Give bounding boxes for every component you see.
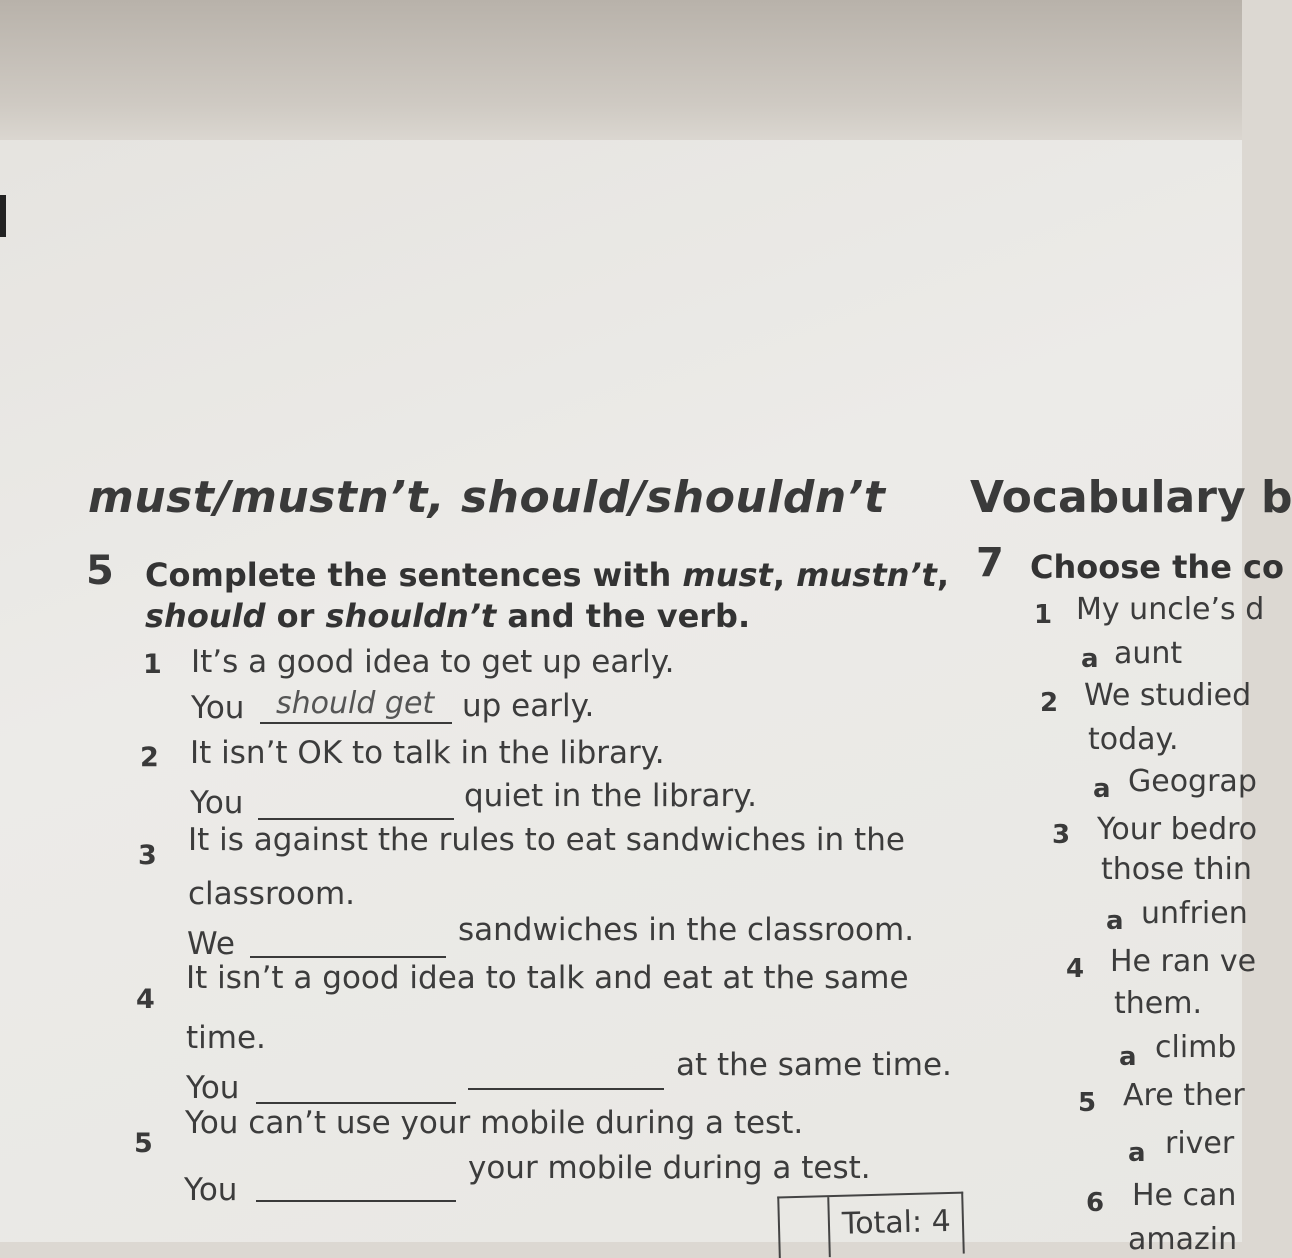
item-number: 6: [1086, 1188, 1105, 1218]
item-subject: You: [191, 690, 245, 726]
item-text-continued: those thin: [1101, 852, 1252, 887]
option-letter: a: [1081, 644, 1099, 674]
item-rest: quiet in the library.: [464, 778, 758, 814]
item-prompt: It’s a good idea to get up early.: [191, 644, 675, 680]
item-prompt-continued: time.: [186, 1020, 266, 1056]
item-rest: sandwiches in the classroom.: [458, 912, 915, 948]
item-number: 5: [134, 1128, 153, 1159]
item-prompt: It isn’t a good idea to talk and eat at the same: [186, 960, 909, 996]
option-text: river: [1165, 1126, 1235, 1161]
exercise-instruction-line1: Complete the sentences with must, mustn’t,: [145, 556, 949, 594]
option-letter: a: [1106, 906, 1124, 936]
background-surface: [0, 0, 1242, 150]
section-heading: must/mustn’t, should/shouldn’t: [88, 472, 886, 523]
item-text: Are ther: [1123, 1078, 1245, 1113]
option-text: aunt: [1114, 636, 1183, 671]
item-rest: at the same time.: [676, 1047, 952, 1083]
option-text: climb: [1155, 1030, 1237, 1065]
answer-blank[interactable]: [256, 1172, 456, 1202]
item-rest: up early.: [462, 688, 595, 724]
item-number: 4: [1066, 954, 1085, 984]
item-rest: your mobile during a test.: [468, 1150, 871, 1186]
item-prompt: It is against the rules to eat sandwiches in the: [188, 822, 905, 858]
item-subject: You: [186, 1070, 240, 1106]
item-text: He ran ve: [1110, 944, 1257, 979]
answer-blank[interactable]: [250, 926, 446, 958]
answer-blank[interactable]: [260, 688, 452, 724]
item-text-continued: amazin: [1128, 1222, 1238, 1257]
item-number: 5: [1078, 1088, 1097, 1118]
item-text-continued: them.: [1114, 986, 1202, 1021]
answer-blank[interactable]: [258, 788, 454, 820]
answer-blank[interactable]: [468, 1058, 664, 1090]
total-score-box: [777, 1192, 965, 1258]
option-text: Geograp: [1128, 764, 1257, 799]
exercise-instruction-line2: should or shouldn’t and the verb.: [145, 597, 751, 635]
option-letter: a: [1119, 1042, 1137, 1072]
exercise-instruction: Choose the co: [1030, 548, 1284, 586]
total-box-divider: [827, 1197, 831, 1257]
item-number: 4: [136, 984, 155, 1015]
item-prompt: It isn’t OK to talk in the library.: [190, 735, 665, 771]
item-prompt-continued: classroom.: [188, 876, 356, 912]
item-text: My uncle’s d: [1076, 592, 1265, 627]
option-text: unfrien: [1141, 896, 1248, 931]
item-number: 3: [138, 840, 157, 871]
item-text-continued: today.: [1088, 722, 1179, 757]
handwritten-answer: should get: [276, 686, 435, 721]
item-number: 2: [1040, 688, 1059, 718]
item-subject: You: [190, 785, 244, 821]
total-label: Total: 4: [841, 1203, 952, 1242]
exercise-number: 7: [976, 540, 1004, 586]
item-prompt: You can’t use your mobile during a test.: [185, 1105, 804, 1141]
vocabulary-heading: Vocabulary b: [970, 472, 1292, 523]
answer-blank[interactable]: [256, 1072, 456, 1104]
item-text: Your bedro: [1097, 812, 1258, 847]
option-letter: a: [1128, 1138, 1146, 1168]
item-subject: We: [187, 926, 235, 962]
option-letter: a: [1093, 774, 1111, 804]
item-text: He can: [1132, 1178, 1237, 1213]
page-edge-mark: [0, 195, 6, 237]
exercise-number: 5: [86, 548, 114, 594]
item-number: 1: [1034, 600, 1053, 630]
item-text: We studied: [1084, 678, 1252, 713]
item-number: 1: [143, 649, 162, 680]
item-subject: You: [184, 1172, 238, 1208]
item-number: 2: [140, 742, 159, 773]
item-number: 3: [1052, 820, 1071, 850]
